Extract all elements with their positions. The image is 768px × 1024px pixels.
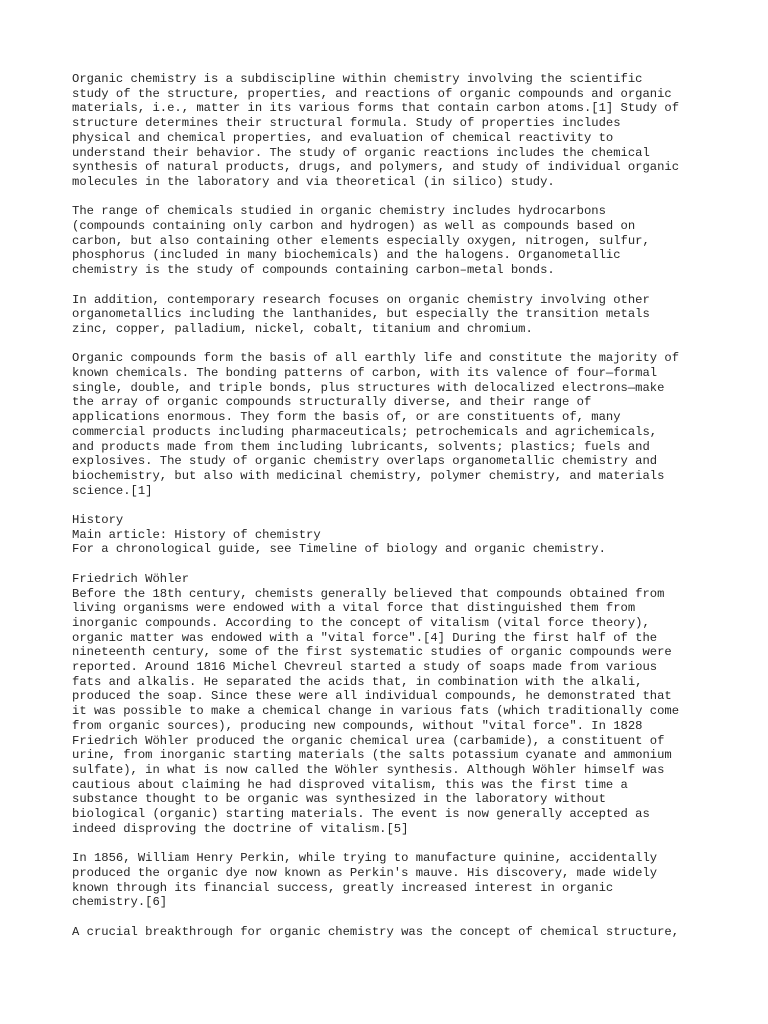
text-line: from organic sources), producing new compounds, without "vital force". In 1828 bbox=[72, 718, 643, 733]
text-line: understand their behavior. The study of organic reactions includes the chemical bbox=[72, 145, 650, 160]
text-line: In 1856, William Henry Perkin, while trying to manufacture quinine, accidentally bbox=[72, 851, 658, 866]
text-line: and products made from them including lubricants, solvents; plastics; fuels and bbox=[72, 439, 650, 454]
text-line: inorganic compounds. According to the concept of vitalism (vital force theory), bbox=[72, 615, 650, 630]
text-line: structure determines their structural formula. Study of properties includes bbox=[72, 116, 621, 131]
text-line: single, double, and triple bonds, plus structures with delocalized electrons—make bbox=[72, 380, 665, 395]
text-line: zinc, copper, palladium, nickel, cobalt, titanium and chromium. bbox=[72, 321, 533, 336]
document-body bbox=[72, 72, 712, 954]
text-line: chemistry.[6] bbox=[72, 895, 168, 910]
text-line: Friedrich Wöhler bbox=[72, 571, 190, 586]
paragraph bbox=[72, 572, 712, 837]
text-line: the array of organic compounds structurally diverse, and their range of bbox=[72, 395, 592, 410]
text-line: substance thought to be organic was synthesized in the laboratory without bbox=[72, 792, 606, 807]
text-line: In addition, contemporary research focuses on organic chemistry involving other bbox=[72, 292, 650, 307]
text-line: Organic compounds form the basis of all earthly life and constitute the majority of bbox=[72, 351, 680, 366]
text-line: synthesis of natural products, drugs, and polymers, and study of individual organic bbox=[72, 160, 680, 175]
paragraph bbox=[72, 351, 712, 498]
paragraph bbox=[72, 72, 712, 190]
paragraph bbox=[72, 204, 712, 278]
text-line: applications enormous. They form the basis of, or are constituents of, many bbox=[72, 410, 621, 425]
text-line: biological (organic) starting materials. The event is now generally accepted as bbox=[72, 807, 650, 822]
text-line: carbon, but also containing other elements especially oxygen, nitrogen, sulfur, bbox=[72, 233, 650, 248]
text-line: Main article: History of chemistry bbox=[72, 527, 321, 542]
text-line: commercial products including pharmaceuticals; petrochemicals and agrichemicals, bbox=[72, 424, 658, 439]
text-line: sulfate), in what is now called the Wöhler synthesis. Although Wöhler himself was bbox=[72, 762, 665, 777]
text-line: study of the structure, properties, and reactions of organic compounds and organic bbox=[72, 86, 672, 101]
text-line: living organisms were endowed with a vital force that distinguished them from bbox=[72, 601, 636, 616]
text-line: explosives. The study of organic chemistry overlaps organometallic chemistry and bbox=[72, 454, 658, 469]
text-line: it was possible to make a chemical change in various fats (which traditionally come bbox=[72, 704, 680, 719]
text-line: History bbox=[72, 513, 124, 528]
text-line: A crucial breakthrough for organic chemistry was the concept of chemical structure, bbox=[72, 924, 680, 939]
text-line: physical and chemical properties, and evaluation of chemical reactivity to bbox=[72, 130, 614, 145]
paragraph bbox=[72, 513, 712, 557]
text-line: fats and alkalis. He separated the acids that, in combination with the alkali, bbox=[72, 674, 643, 689]
text-line: known chemicals. The bonding patterns of carbon, with its valence of four—formal bbox=[72, 366, 658, 381]
text-line: For a chronological guide, see Timeline of biology and organic chemistry. bbox=[72, 542, 606, 557]
text-line: Friedrich Wöhler produced the organic chemical urea (carbamide), a constituent of bbox=[72, 733, 665, 748]
text-line: Before the 18th century, chemists generally believed that compounds obtained from bbox=[72, 586, 665, 601]
text-line: reported. Around 1816 Michel Chevreul started a study of soaps made from various bbox=[72, 660, 658, 675]
text-line: cautious about claiming he had disproved vitalism, this was the first time a bbox=[72, 777, 628, 792]
text-line: chemistry is the study of compounds containing carbon–metal bonds. bbox=[72, 263, 555, 278]
text-line: materials, i.e., matter in its various forms that contain carbon atoms.[1] Study of bbox=[72, 101, 680, 116]
text-line: Organic chemistry is a subdiscipline within chemistry involving the scientific bbox=[72, 72, 643, 86]
text-line: organic matter was endowed with a "vital force".[4] During the first half of the bbox=[72, 630, 658, 645]
text-line: organometallics including the lanthanides, but especially the transition metals bbox=[72, 307, 650, 322]
text-line: molecules in the laboratory and via theoretical (in silico) study. bbox=[72, 174, 555, 189]
text-line: indeed disproving the doctrine of vitalism.[5] bbox=[72, 821, 409, 836]
text-line: phosphorus (included in many biochemicals) and the halogens. Organometallic bbox=[72, 248, 621, 263]
paragraph bbox=[72, 851, 712, 910]
text-line: biochemistry, but also with medicinal chemistry, polymer chemistry, and materials bbox=[72, 468, 665, 483]
paragraph bbox=[72, 293, 712, 337]
text-line: known through its financial success, greatly increased interest in organic bbox=[72, 880, 614, 895]
text-line: urine, from inorganic starting materials (the salts potassium cyanate and ammonium bbox=[72, 748, 672, 763]
text-line: (compounds containing only carbon and hydrogen) as well as compounds based on bbox=[72, 219, 636, 234]
text-line: produced the soap. Since these were all individual compounds, he demonstrated that bbox=[72, 689, 672, 704]
text-line: nineteenth century, some of the first systematic studies of organic compounds were bbox=[72, 645, 672, 660]
paragraph bbox=[72, 925, 712, 940]
text-line: The range of chemicals studied in organic chemistry includes hydrocarbons bbox=[72, 204, 606, 219]
text-line: produced the organic dye now known as Perkin's mauve. His discovery, made widely bbox=[72, 865, 658, 880]
text-line: science.[1] bbox=[72, 483, 153, 498]
